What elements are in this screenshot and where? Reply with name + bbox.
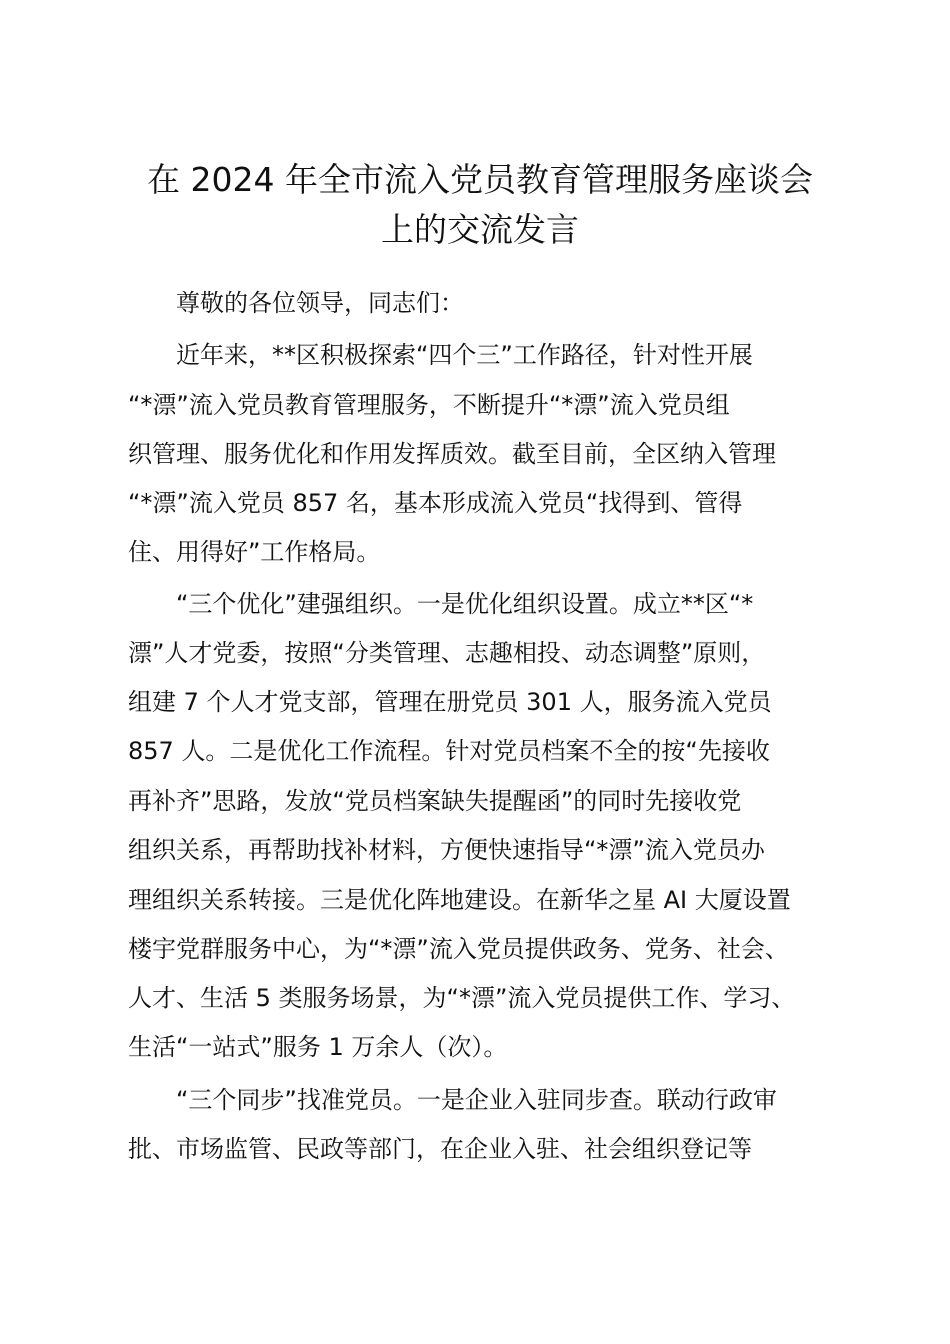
paragraph-line: “三个同步”找准党员。一是企业入驻同步查。联动行政审 [176, 1086, 777, 1114]
salutation: 尊敬的各位领导，同志们： [176, 289, 464, 317]
paragraph-line: 857 人。二是优化工作流程。针对党员档案不全的按“先接收 [128, 737, 770, 765]
paragraph-line: 理组织关系转接。三是优化阵地建设。在新华之星 AI 大厦设置 [128, 886, 791, 914]
paragraph-line: 楼宇党群服务中心，为“*漂”流入党员提供政务、党务、社会、 [128, 935, 789, 963]
paragraph-line: 批、市场监管、民政等部门，在企业入驻、社会组织登记等 [128, 1135, 752, 1163]
paragraph-line: 组织关系，再帮助找补材料，方便快速指导“*漂”流入党员办 [128, 836, 765, 864]
paragraph-line: 生活“一站式”服务 1 万余人（次）。 [128, 1033, 508, 1061]
paragraph-line: 织管理、服务优化和作用发挥质效。截至目前，全区纳入管理 [128, 440, 776, 468]
paragraph-line: “*漂”流入党员 857 名，基本形成流入党员“找得到、管得 [128, 489, 743, 517]
paragraph-line: “*漂”流入党员教育管理服务，不断提升“*漂”流入党员组 [128, 391, 730, 419]
document-title-line-2: 上的交流发言 [381, 210, 579, 249]
paragraph-line: 组建 7 个人才党支部，管理在册党员 301 人，服务流入党员 [128, 688, 772, 716]
paragraph-line: 近年来，**区积极探索“四个三”工作路径，针对性开展 [176, 341, 753, 369]
paragraph-line: 再补齐”思路，发放“党员档案缺失提醒函”的同时先接收党 [128, 787, 742, 815]
paragraph-line: 人才、生活 5 类服务场景，为“*漂”流入党员提供工作、学习、 [128, 984, 796, 1012]
paragraph-line: “三个优化”建强组织。一是优化组织设置。成立**区“* [176, 590, 754, 618]
paragraph-line: 漂”人才党委，按照“分类管理、志趣相投、动态调整”原则， [128, 639, 766, 667]
document-title-line-1: 在 2024 年全市流入党员教育管理服务座谈会 [147, 160, 813, 199]
paragraph-line: 住、用得好”工作格局。 [128, 538, 381, 566]
